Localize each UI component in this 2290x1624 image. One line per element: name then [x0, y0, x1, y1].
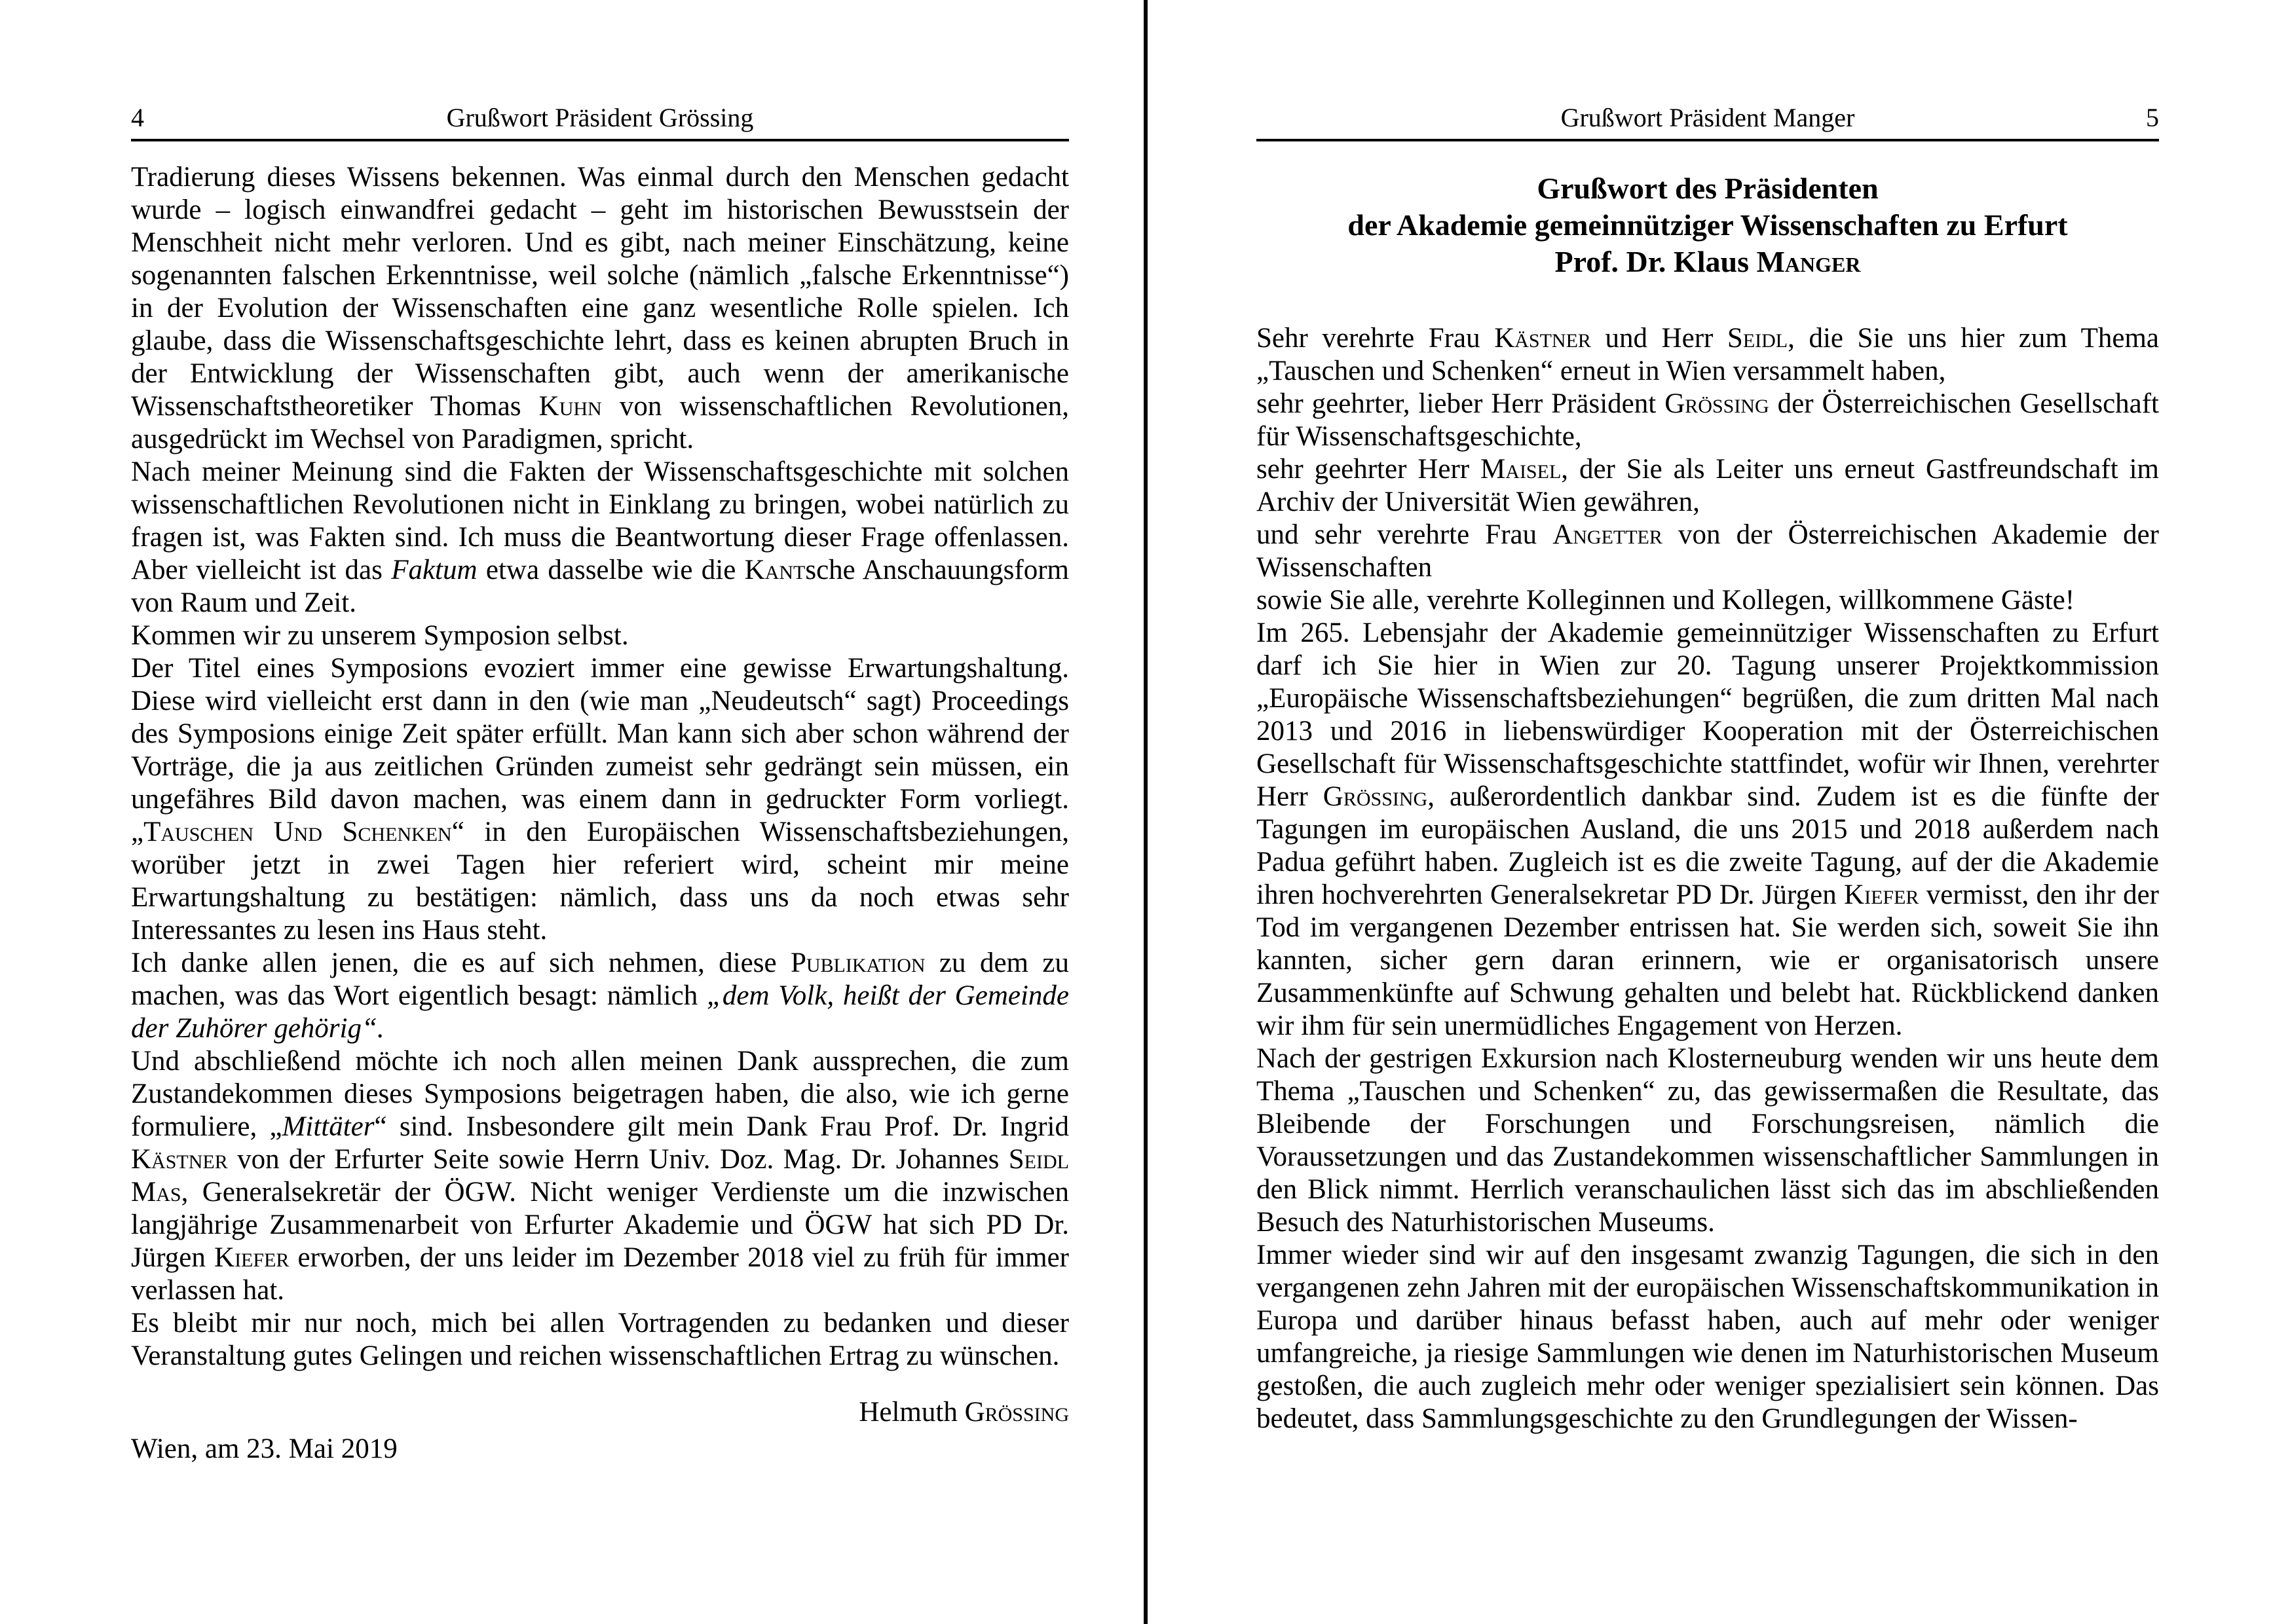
small-caps-run: Kiefer: [1844, 879, 1919, 910]
text-run: und sehr verehrte Frau: [1256, 519, 1553, 550]
paragraph: [1256, 1043, 2159, 1239]
text-run: Sehr verehrte Frau: [1256, 323, 1495, 354]
text-run: , außerordentlich dankbar sind. Zudem ist es die fünfte der Tagungen im europäischen Ausland, die uns 2015 und 2018 außerdem nach Padua geführt haben. Zugleich ist es die zweite Tagung, auf der die Akademie ihren hochverehrten Generalsekretar PD Dr. Jürgen: [1256, 781, 2159, 910]
text-run: Grußwort des Präsidenten: [1537, 172, 1879, 205]
small-caps-run: Grössing: [1323, 781, 1428, 812]
text-run: “ sind. Insbesondere gilt mein Dank Frau Prof. Dr. Ingrid: [374, 1111, 1070, 1142]
small-caps-run: Angetter: [1552, 519, 1662, 550]
title-line: [1256, 207, 2159, 244]
italic-run: Faktum: [391, 555, 478, 585]
paragraph: [131, 161, 1069, 456]
small-caps-run: Kiefer: [214, 1242, 290, 1273]
text-run: erworben, der uns leider im Dezember 2018 viel zu früh für immer verlassen hat.: [131, 1242, 1069, 1306]
page-divider: [1144, 0, 1148, 1624]
paragraph: [1256, 388, 2159, 453]
page-number-left: 4: [131, 103, 144, 132]
text-run: Und abschließend möchte ich noch allen meinen Dank aussprechen, die zum Zustandekommen dieses Symposions beigetragen haben, die also, wie ich gerne formuliere, „: [131, 1046, 1069, 1142]
text-run: und Herr: [1590, 323, 1727, 354]
text-run: Tradierung dieses Wissens bekennen. Was einmal durch den Menschen gedacht wurde – logisch einwandfrei gedacht – geht im historischen Bewusstsein der Menschheit nicht mehr verloren. Und es gibt, nach meiner Einschätzung, keine sogenannten falschen Erkenntnisse, weil solche (nämlich „falsche Erkenntnisse“) in der Evolution der Wissenschaften eine ganz wesentliche Rolle spielen. Ich glaube, dass die Wissenschaftsgeschichte lehrt, dass es keinen abrupten Bruch in der Entwicklung der Wissenschaften gibt, auch wenn der amerikanische Wissenschaftstheoretiker Thomas: [131, 162, 1069, 422]
text-run: von der Österreichischen Akademie der Wissenschaften: [1256, 519, 2159, 583]
text-run: Es bleibt mir nur noch, mich bei allen Vortragenden zu bedanken und dieser Veranstaltung gutes Gelingen und reichen wissenschaftlichen Ertrag zu wünschen.: [131, 1308, 1069, 1371]
paragraph: [1256, 584, 2159, 617]
paragraph: [131, 947, 1069, 1045]
small-caps-run: Kuhn: [538, 391, 602, 422]
text-run: Ich danke allen jenen, die es auf sich nehmen, diese: [131, 948, 791, 978]
small-caps-run: Seidl: [1727, 323, 1788, 354]
page-right: [1256, 0, 2159, 1435]
text-run: Kommen wir zu unserem Symposion selbst.: [131, 620, 629, 651]
page-number-right: 5: [2146, 103, 2159, 132]
text-run: vermisst, den ihr der Tod im vergangenen Dezember entrissen hat. Sie werden sich, soweit Sie ihn kannten, sicher gern daran erinnern, wie er organisatorisch unsere Zusammenkünfte auf Schwung gehalten und belebt hat. Rückblickend danken wir ihm für sein unermüdliches Engagement von Herzen.: [1256, 879, 2159, 1041]
text-run: Im 265. Lebensjahr der Akademie gemeinnütziger Wissenschaften zu Erfurt darf ich Sie hier in Wien zur 20. Tagung unserer Projektkommission „Europäische Wissenschaftsbeziehungen“ begrüßen, die zum dritten Mal nach 2013 und 2016 in liebenswürdiger Kooperation mit der Österreichischen Gesellschaft für Wissenschaftsgeschichte stattfindet, wofür wir Ihnen, verehrter Herr: [1256, 618, 2159, 812]
small-caps-run: Publikation: [790, 948, 926, 978]
small-caps-run: Maisel: [1480, 454, 1562, 485]
paragraph: [1256, 617, 2159, 1043]
text-run: , die Sie uns hier zum Thema „Tauschen und Schenken“ erneut in Wien versammelt haben,: [1256, 323, 2159, 386]
text-run: von wissenschaftlichen Revolutionen, ausgedrückt im Wechsel von Paradigmen, spricht.: [131, 391, 1069, 454]
small-caps-run: Kant: [744, 555, 806, 585]
paragraph: [131, 1307, 1069, 1373]
page-header-right: [1256, 103, 2159, 141]
small-caps-run: Kästner: [131, 1144, 228, 1175]
signature: [131, 1396, 1069, 1429]
text-run: Prof. Dr. Klaus: [1554, 245, 1757, 278]
small-caps-run: Manger: [1756, 245, 1861, 278]
text-run: Der Titel eines Symposions evoziert immer eine gewisse Erwartungshaltung. Diese wird vielleicht erst dann in den (wie man „Neudeutsch“ sagt) Proceedings des Symposions einige Zeit später erfüllt. Man kann sich aber schon während der Vorträge, die ja aus zeitlichen Gründen zumeist sehr gedrängt sein müssen, ein ungefähres Bild davon machen, was einem dann in gedruckter Form vorliegt. „: [131, 653, 1069, 847]
paragraph: [131, 619, 1069, 652]
body-text-right: [1256, 322, 2159, 1435]
small-caps-run: Kästner: [1494, 323, 1591, 354]
title-line: [1256, 244, 2159, 280]
paragraph: [1256, 453, 2159, 519]
text-run: “ in den Europäischen Wissenschaftsbeziehungen, worüber jetzt in zwei Tagen hier referiert wird, scheint mir meine Erwartungshaltung zu bestätigen: nämlich, dass uns da noch etwas sehr Interessantes zu lesen ins Haus steht.: [131, 817, 1069, 946]
text-run: Helmuth: [859, 1397, 965, 1428]
paragraph: [131, 652, 1069, 947]
small-caps-run: Tauschen Und Schenken: [143, 817, 452, 847]
text-run: zu dem zu machen, was das Wort eigentlich besagt: nämlich: [131, 948, 1069, 1011]
text-run: sowie Sie alle, verehrte Kolleginnen und Kollegen, willkommene Gäste!: [1256, 585, 2075, 616]
text-run: Immer wieder sind wir auf den insgesamt zwanzig Tagungen, die sich in den vergangenen zehn Jahren mit der europäischen Wissenschaftskommunikation in Europa und darüber hinaus befasst haben, auch auf mehr oder weniger umfangreiche, ja riesige Sammlungen wie denen im Naturhistorischen Museum gestoßen, die auch zugleich mehr oder weniger spezialisiert sein können. Das bedeutet, dass Sammlungsgeschichte zu den Grundlegungen der Wissen-: [1256, 1240, 2159, 1434]
text-run: der Akademie gemeinnütziger Wissenschaften zu Erfurt: [1347, 208, 2068, 242]
text-run: , Generalsekretär der ÖGW. Nicht weniger Verdienste um die inzwischen langjährige Zusammenarbeit von Erfurter Akademie und ÖGW hat sich PD Dr. Jürgen: [131, 1177, 1069, 1273]
paragraph: [1256, 322, 2159, 388]
title-line: [1256, 170, 2159, 207]
text-run: sehr geehrter, lieber Herr Präsident: [1256, 388, 1665, 419]
small-caps-run: Grössing: [1664, 388, 1769, 419]
paragraph: [131, 456, 1069, 619]
dateline: Wien, am 23. Mai 2019: [131, 1433, 398, 1464]
italic-run: „dem Volk, heißt der Gemeinde der Zuhörer gehörig“.: [131, 980, 1069, 1044]
document-title: [1256, 170, 2159, 280]
running-title-right: Grußwort Präsident Manger: [1560, 103, 1855, 132]
small-caps-run: Seidl Mas: [131, 1144, 1069, 1208]
text-run: sehr geehrter Herr: [1256, 454, 1481, 485]
text-run: sche Anschauungsform von Raum und Zeit.: [131, 555, 1069, 618]
running-title-left: Grußwort Präsident Grössing: [446, 103, 754, 132]
paragraph: [131, 1045, 1069, 1307]
small-caps-run: Grössing: [964, 1397, 1069, 1428]
paragraph: [1256, 1239, 2159, 1435]
text-run: etwa dasselbe wie die: [477, 555, 745, 585]
text-run: Nach der gestrigen Exkursion nach Klosterneuburg wenden wir uns heute dem Thema „Tauschen und Schenken“ zu, das gewissermaßen die Resultate, das Bleibende der Forschungen und Forschungsreisen, nämlich die Voraussetzungen und das Zustandekommen wissenschaftlicher Sammlungen in den Blick nimmt. Herrlich veranschaulichen lässt sich das im abschließenden Besuch des Naturhistorischen Museums.: [1256, 1043, 2159, 1238]
page-header-left: [131, 103, 1069, 141]
text-run: der Österreichischen Gesellschaft für Wissenschaftsgeschichte,: [1256, 388, 2160, 452]
body-text-left: [131, 161, 1069, 1373]
text-run: von der Erfurter Seite sowie Herrn Univ. Doz. Mag. Dr. Johannes: [227, 1144, 1009, 1175]
text-run: , der Sie als Leiter uns erneut Gastfreundschaft im Archiv der Universität Wien gewähren,: [1256, 454, 2159, 517]
italic-run: Mittäter: [282, 1111, 375, 1142]
paragraph: [1256, 519, 2159, 584]
text-run: Nach meiner Meinung sind die Fakten der Wissenschaftsgeschichte mit solchen wissenschaftlichen Revolutionen nicht in Einklang zu bringen, wobei natürlich zu fragen ist, was Fakten sind. Ich muss die Beantwortung dieser Frage offenlassen. Aber vielleicht ist das: [131, 456, 1069, 585]
page-left: [131, 0, 1069, 1466]
